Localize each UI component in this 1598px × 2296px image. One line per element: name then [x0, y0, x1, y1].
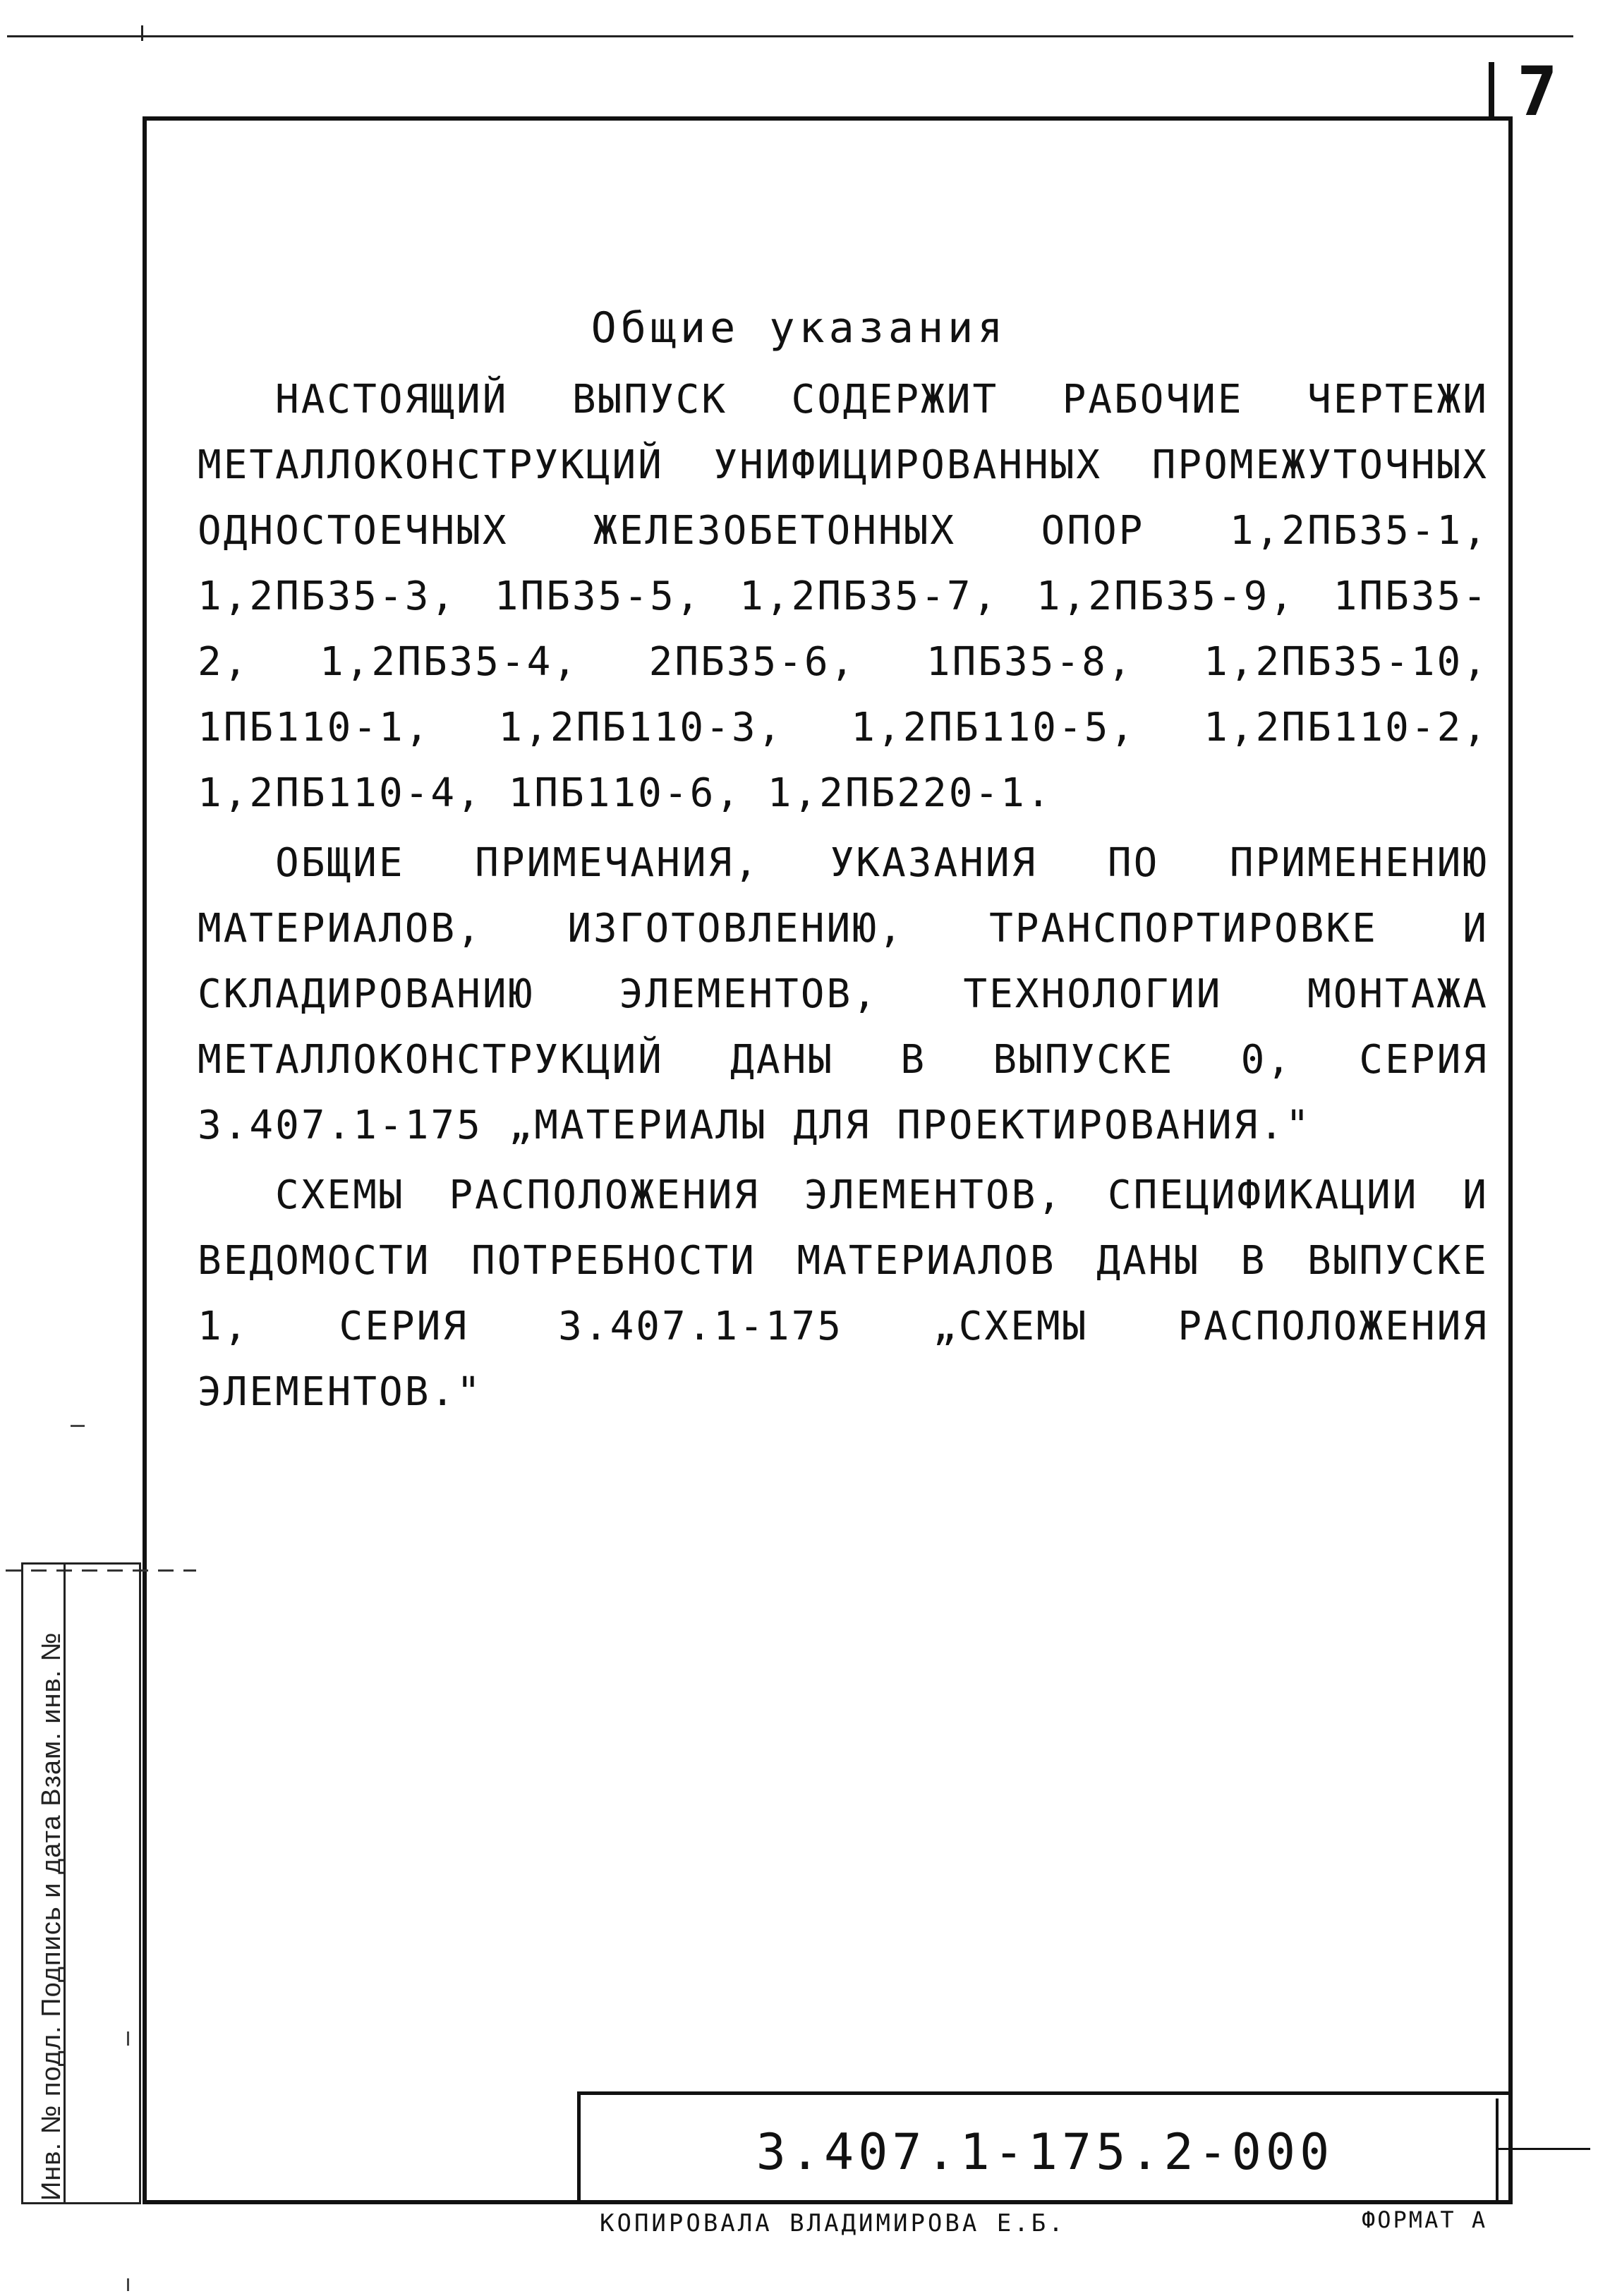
paragraph-3-text: СХЕМЫ РАСПОЛОЖЕНИЯ ЭЛЕМЕНТОВ, СПЕЦИФИКАЦИИ И ВЕДОМОСТИ ПОТРЕБНОСТИ МАТЕРИАЛОВ ДАНЫ В ВЫПУСКЕ 1, СЕРИЯ 3.407.1-175 „СХЕМЫ РАСПОЛОЖЕНИЯ ЭЛЕМЕНТОВ." — [198, 1172, 1515, 1415]
top-rule — [7, 35, 1573, 37]
margin-mark — [71, 1425, 85, 1427]
sheet-number-divider — [1489, 62, 1494, 119]
title-block-code: 3.407.1-175.2-000 — [756, 2123, 1334, 2181]
paragraph-2 — [198, 830, 1515, 1158]
margin-mark — [127, 2031, 129, 2046]
paragraph-1 — [198, 367, 1515, 826]
paragraph-2-text: ОБЩИЕ ПРИМЕЧАНИЯ, УКАЗАНИЯ ПО ПРИМЕНЕНИЮ МАТЕРИАЛОВ, ИЗГОТОВЛЕНИЮ, ТРАНСПОРТИРОВКЕ И СКЛАДИРОВАНИЮ ЭЛЕМЕНТОВ, ТЕХНОЛОГИИ МОНТАЖА МЕТАЛЛОКОНСТРУКЦИЙ ДАНЫ В ВЫПУСКЕ 0, СЕРИЯ 3.407.1-175 „МАТЕРИАЛЫ ДЛЯ ПРОЕКТИРОВАНИЯ." — [198, 840, 1515, 1148]
margin-mark — [127, 2278, 129, 2291]
paragraph-3 — [198, 1162, 1515, 1425]
format-note: ФОРМАТ А — [1362, 2206, 1488, 2233]
side-panel-label: Инв. № подл. Подпись и дата Взам. инв. № — [37, 1632, 66, 2201]
document-title: Общие указания — [591, 303, 1007, 353]
paragraph-1-text: НАСТОЯЩИЙ ВЫПУСК СОДЕРЖИТ РАБОЧИЕ ЧЕРТЕЖИ МЕТАЛЛОКОНСТРУКЦИЙ УНИФИЦИРОВАННЫХ ПРОМЕЖУТОЧНЫХ ОДНОСТОЕЧНЫХ ЖЕЛЕЗОБЕТОННЫХ ОПОР 1,2ПБ35-1, 1,2ПБ35-3, 1ПБ35-5, 1,2ПБ35-7, 1,2ПБ35-9, 1ПБ35-2, 1,2ПБ35-4, 2ПБ35-6, 1ПБ35-8, 1,2ПБ35-10, 1ПБ110-1, 1,2ПБ110-3, 1,2ПБ110-5, 1,2ПБ110-2, 1,2ПБ110-4, 1ПБ110-6, 1,2ПБ220-1. — [198, 377, 1515, 816]
document-body — [198, 367, 1515, 1429]
copied-by-note: КОПИРОВАЛА ВЛАДИМИРОВА Е.Б. — [600, 2209, 1066, 2237]
sheet-number: 7 — [1517, 52, 1558, 131]
top-tick — [141, 25, 143, 41]
